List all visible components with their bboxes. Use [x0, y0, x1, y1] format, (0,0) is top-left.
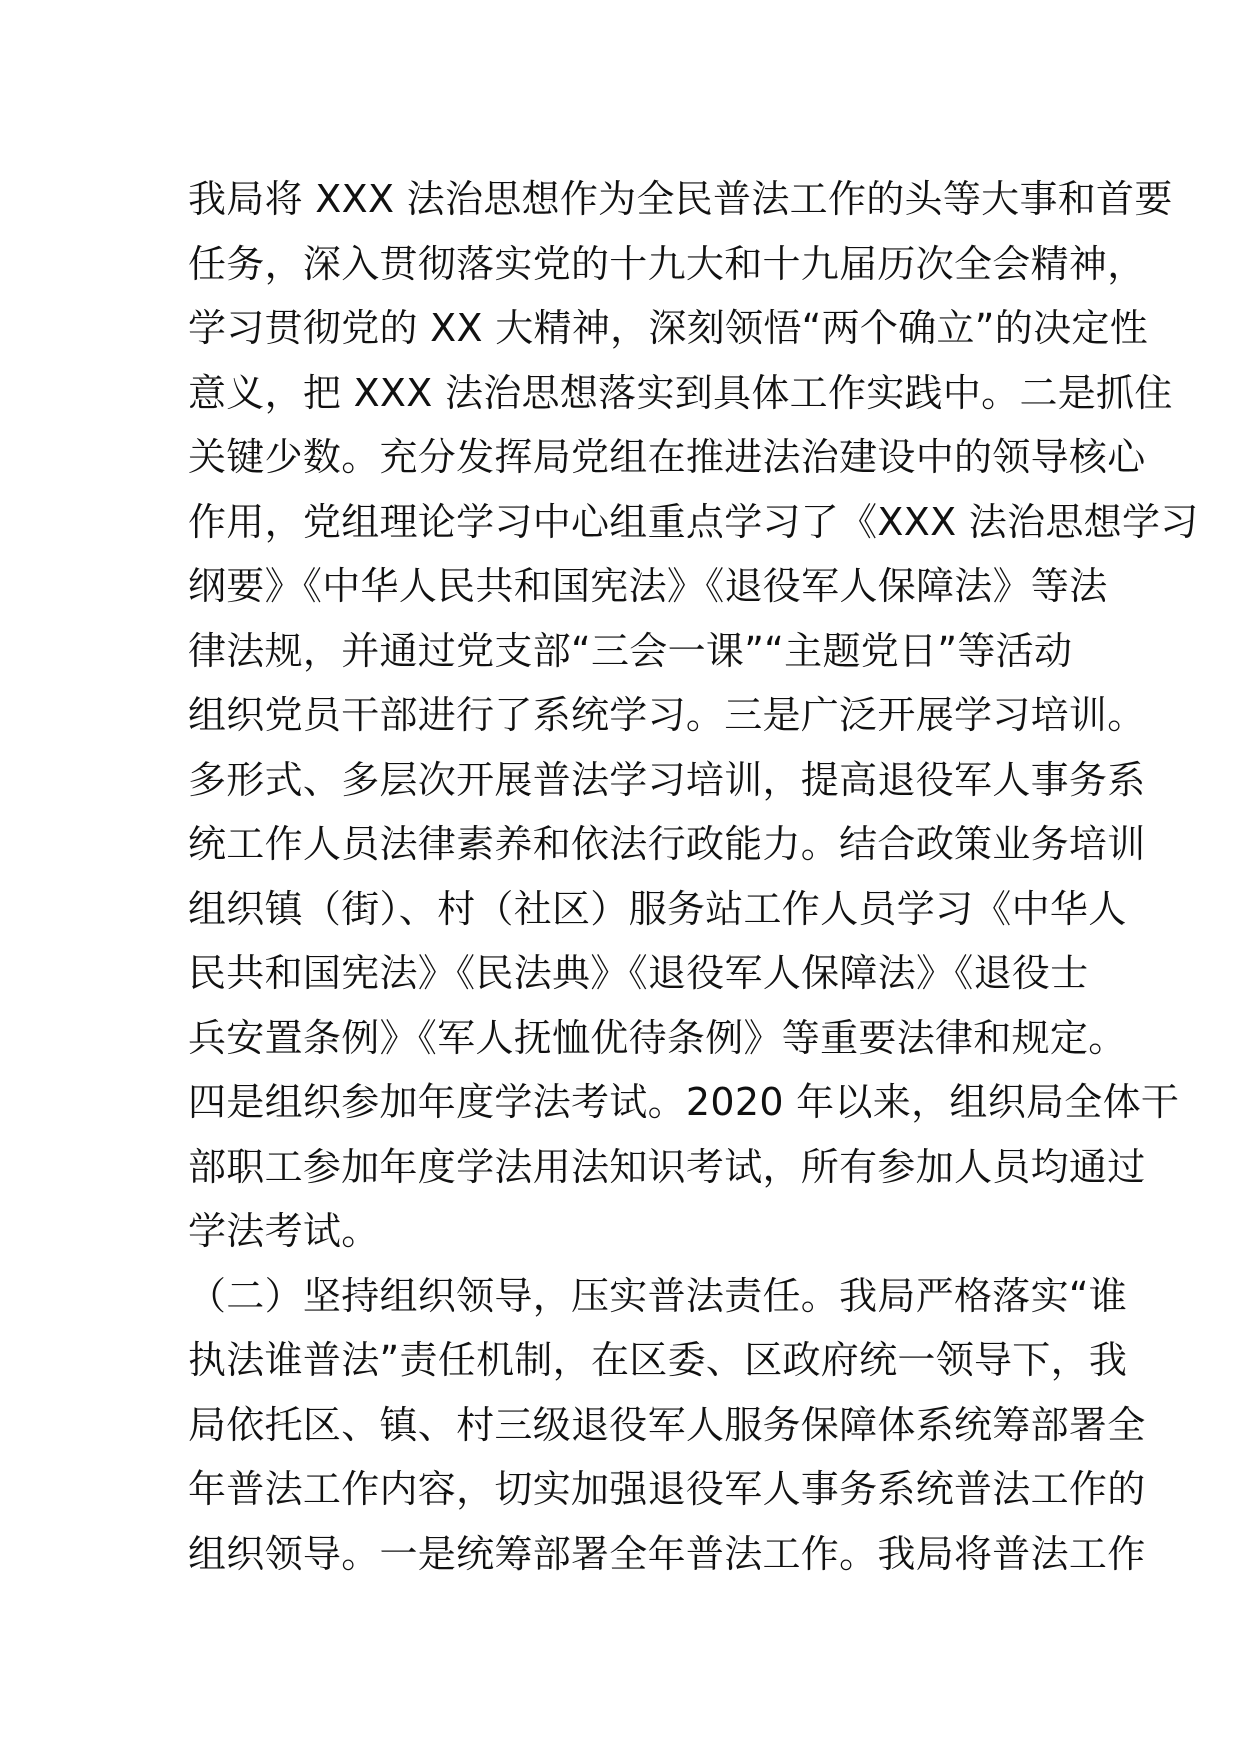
text-line: 局依托区、镇、村三级退役军人服务保障体系统筹部署全: [188, 1402, 1146, 1447]
text-line: 组织党员干部进行了系统学习。三是广泛开展学习培训。: [188, 693, 1146, 737]
text-line: 四是组织参加年度学法考试。2020 年以来，组织局全体干: [188, 1080, 1180, 1124]
text-line: 兵安置条例》《军人抚恤优待条例》等重要法律和规定。: [188, 1015, 1127, 1060]
text-line: 学习贯彻党的 XX 大精神，深刻领悟“两个确立”的决定性: [188, 306, 1148, 350]
text-line: 民共和国宪法》《民法典》《退役军人保障法》《退役士: [188, 951, 1089, 995]
text-line: 组织领导。一是统筹部署全年普法工作。我局将普法工作: [188, 1531, 1146, 1576]
text-line: 关键少数。充分发挥局党组在推进法治建设中的领导核心: [188, 435, 1146, 479]
text-line: 统工作人员法律素养和依法行政能力。结合政策业务培训: [188, 822, 1146, 866]
text-line: 学法考试。: [188, 1209, 380, 1253]
text-line: 我局将 XXX 法治思想作为全民普法工作的头等大事和首要: [188, 177, 1173, 221]
text-line: 纲要》《中华人民共和国宪法》《退役军人保障法》等法: [188, 564, 1108, 608]
text-line: 律法规，并通过党支部“三会一课”“主题党日”等活动: [188, 628, 1073, 673]
text-line: （二）坚持组织领导，压实普法责任。我局严格落实“谁: [188, 1273, 1128, 1318]
text-line: 执法谁普法”责任机制，在区委、区政府统一领导下，我: [188, 1338, 1128, 1382]
text-line: 多形式、多层次开展普法学习培训，提高退役军人事务系: [188, 757, 1146, 802]
text-line: 组织镇（街）、村（社区）服务站工作人员学习《中华人: [188, 886, 1127, 931]
text-line: 作用，党组理论学习中心组重点学习了《XXX 法治思想学习: [188, 499, 1199, 544]
text-line: 年普法工作内容，切实加强退役军人事务系统普法工作的: [188, 1467, 1146, 1511]
text-line: 部职工参加年度学法用法知识考试，所有参加人员均通过: [188, 1144, 1146, 1189]
body-text: [188, 167, 1199, 1586]
text-line: 任务，深入贯彻落实党的十九大和十九届历次全会精神，: [188, 241, 1146, 286]
text-line: 意义，把 XXX 法治思想落实到具体工作实践中。二是抓住: [188, 370, 1173, 415]
